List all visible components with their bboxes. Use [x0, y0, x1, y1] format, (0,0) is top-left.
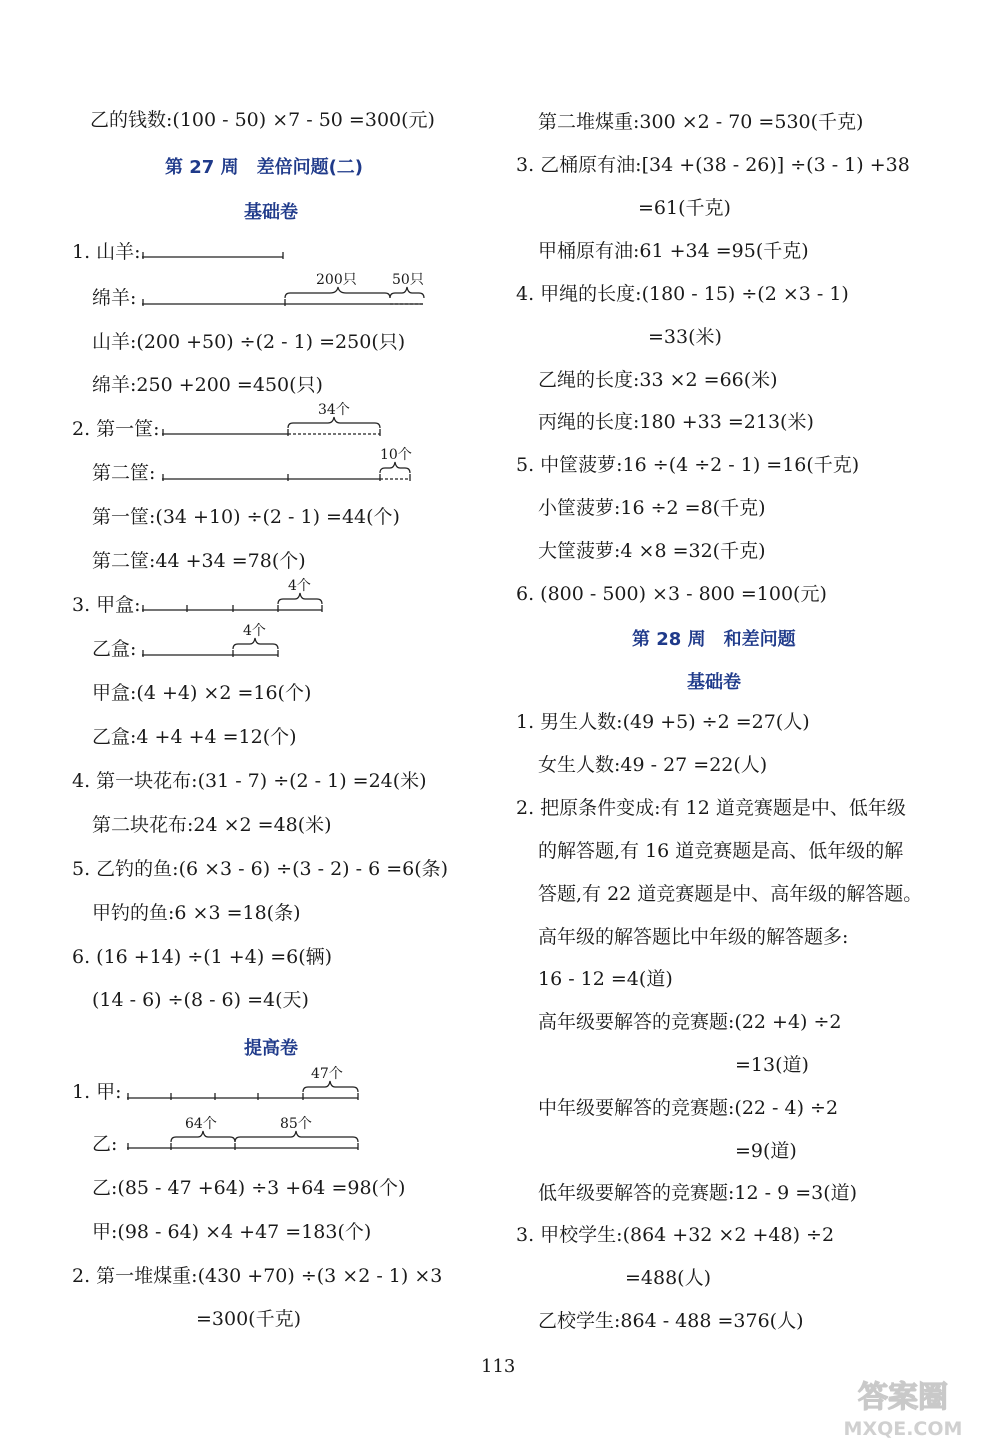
week28-heading: 第 28 周 和差问题 — [632, 629, 796, 650]
q5-answer-line2: 甲钓的鱼:6 ×3 =18(条) — [92, 902, 301, 924]
right-line: 低年级要解答的竞赛题:12 - 9 =3(道) — [538, 1182, 858, 1204]
page-number: 113 — [481, 1356, 516, 1377]
right-line: 大筐菠萝:4 ×8 =32(千克) — [538, 540, 766, 562]
q1-answer-sheep: 绵羊:250 +200 =450(只) — [92, 374, 323, 396]
q3-brace-label-b: 4个 — [243, 623, 266, 639]
q3-label-boxB: 乙盒: — [92, 638, 137, 660]
right-line: 乙校学生:864 - 488 =376(人) — [538, 1310, 804, 1332]
q4-answer-line2: 第二块花布:24 ×2 =48(米) — [92, 814, 332, 836]
right-line: 5. 中筐菠萝:16 ÷(4 ÷2 - 1) =16(千克) — [516, 454, 860, 476]
q1-goat-line-diagram — [140, 245, 290, 265]
q1-brace-label-50: 50只 — [392, 272, 424, 288]
a1-label-jia: 1. 甲: — [72, 1081, 122, 1103]
q6-answer-line1: 6. (16 +14) ÷(1 +4) =6(辆) — [72, 946, 333, 968]
a1-label-yi: 乙: — [92, 1133, 118, 1155]
a1-answer-yi: 乙:(85 - 47 +64) ÷3 +64 =98(个) — [92, 1177, 406, 1199]
right-line: 答题,有 22 道竞赛题是中、高年级的解答题。 — [538, 883, 923, 905]
q1-answer-goat: 山羊:(200 +50) ÷(2 - 1) =250(只) — [92, 331, 406, 353]
right-line: 1. 男生人数:(49 +5) ÷2 =27(人) — [516, 711, 810, 733]
q2-brace-label-34: 34个 — [318, 402, 350, 418]
q1-sheep-line-diagram — [140, 272, 440, 312]
basic-section-heading: 基础卷 — [244, 202, 298, 223]
text-line: 乙的钱数:(100 - 50) ×7 - 50 =300(元) — [90, 109, 435, 131]
right-line: 女生人数:49 - 27 =22(人) — [538, 754, 768, 776]
a1-jia-line-diagram — [125, 1066, 375, 1106]
right-line: 第二堆煤重:300 ×2 - 70 =530(千克) — [538, 111, 864, 133]
q3-boxA-line-diagram — [140, 578, 340, 618]
q4-answer-line1: 4. 第一块花布:(31 - 7) ÷(2 - 1) =24(米) — [72, 770, 427, 792]
right-line: =488(人) — [625, 1267, 712, 1289]
q2-answer-basket1: 第一筐:(34 +10) ÷(2 - 1) =44(个) — [92, 506, 400, 528]
q2-answer-basket2: 第二筐:44 +34 =78(个) — [92, 550, 306, 572]
week27-heading: 第 27 周 差倍问题(二) — [165, 157, 364, 178]
q2-basket2-line-diagram — [160, 447, 420, 487]
advanced-section-heading: 提高卷 — [244, 1038, 298, 1059]
a1-yi-line-diagram — [125, 1116, 375, 1156]
right-line: 丙绳的长度:180 +33 =213(米) — [538, 411, 814, 433]
right-line: 4. 甲绳的长度:(180 - 15) ÷(2 ×3 - 1) — [516, 283, 849, 305]
right-line: 2. 把原条件变成:有 12 道竞赛题是中、低年级 — [516, 797, 906, 819]
right-line: =9(道) — [735, 1140, 797, 1162]
a1-answer-jia: 甲:(98 - 64) ×4 +47 =183(个) — [92, 1221, 372, 1243]
a1-brace-label-64: 64个 — [185, 1116, 217, 1132]
q2-label-basket2: 第二筐: — [92, 462, 156, 484]
watermark-top-text: 答案圈 — [858, 1380, 948, 1415]
right-line: =33(米) — [648, 326, 722, 348]
q2-label-basket1: 2. 第一筐: — [72, 418, 160, 440]
right-line: 小筐菠萝:16 ÷2 =8(千克) — [538, 497, 766, 519]
q1-label-goat: 1. 山羊: — [72, 241, 141, 263]
q3-answer-boxB: 乙盒:4 +4 +4 =12(个) — [92, 726, 297, 748]
a1-brace-label-85: 85个 — [280, 1116, 312, 1132]
q1-brace-label-200: 200只 — [316, 272, 357, 288]
a2-answer-line1: 2. 第一堆煤重:(430 +70) ÷(3 ×2 - 1) ×3 — [72, 1265, 443, 1287]
watermark-bottom-text: MXQE.COM — [843, 1418, 963, 1440]
a1-brace-label-47: 47个 — [311, 1066, 343, 1082]
right-line: =61(千克) — [638, 197, 731, 219]
q1-label-sheep: 绵羊: — [92, 287, 137, 309]
q6-answer-line2: (14 - 6) ÷(8 - 6) =4(天) — [92, 989, 309, 1011]
q3-answer-boxA: 甲盒:(4 +4) ×2 =16(个) — [92, 682, 312, 704]
q3-brace-label-a: 4个 — [288, 578, 311, 594]
basic-section-heading-2: 基础卷 — [687, 672, 741, 693]
right-line: =13(道) — [735, 1054, 809, 1076]
watermark-logo — [828, 1373, 978, 1443]
q2-brace-label-10: 10个 — [380, 447, 412, 463]
right-line: 高年级要解答的竞赛题:(22 +4) ÷2 — [538, 1011, 842, 1033]
right-line: 16 - 12 =4(道) — [538, 968, 673, 990]
right-line: 6. (800 - 500) ×3 - 800 =100(元) — [516, 583, 827, 605]
q5-answer-line1: 5. 乙钓的鱼:(6 ×3 - 6) ÷(3 - 2) - 6 =6(条) — [72, 858, 449, 880]
a2-answer-line2: =300(千克) — [196, 1308, 302, 1330]
right-line: 3. 乙桶原有油:[34 +(38 - 26)] ÷(3 - 1) +38 — [516, 154, 910, 176]
q3-label-boxA: 3. 甲盒: — [72, 594, 141, 616]
right-line: 甲桶原有油:61 +34 =95(千克) — [538, 240, 809, 262]
q2-basket1-line-diagram — [160, 402, 400, 442]
right-line: 3. 甲校学生:(864 +32 ×2 +48) ÷2 — [516, 1224, 835, 1246]
q3-boxB-line-diagram — [140, 623, 300, 663]
right-line: 高年级的解答题比中年级的解答题多: — [538, 926, 849, 948]
right-line: 中年级要解答的竞赛题:(22 - 4) ÷2 — [538, 1097, 839, 1119]
right-line: 乙绳的长度:33 ×2 =66(米) — [538, 369, 778, 391]
right-line: 的解答题,有 16 道竞赛题是高、低年级的解 — [538, 840, 904, 862]
